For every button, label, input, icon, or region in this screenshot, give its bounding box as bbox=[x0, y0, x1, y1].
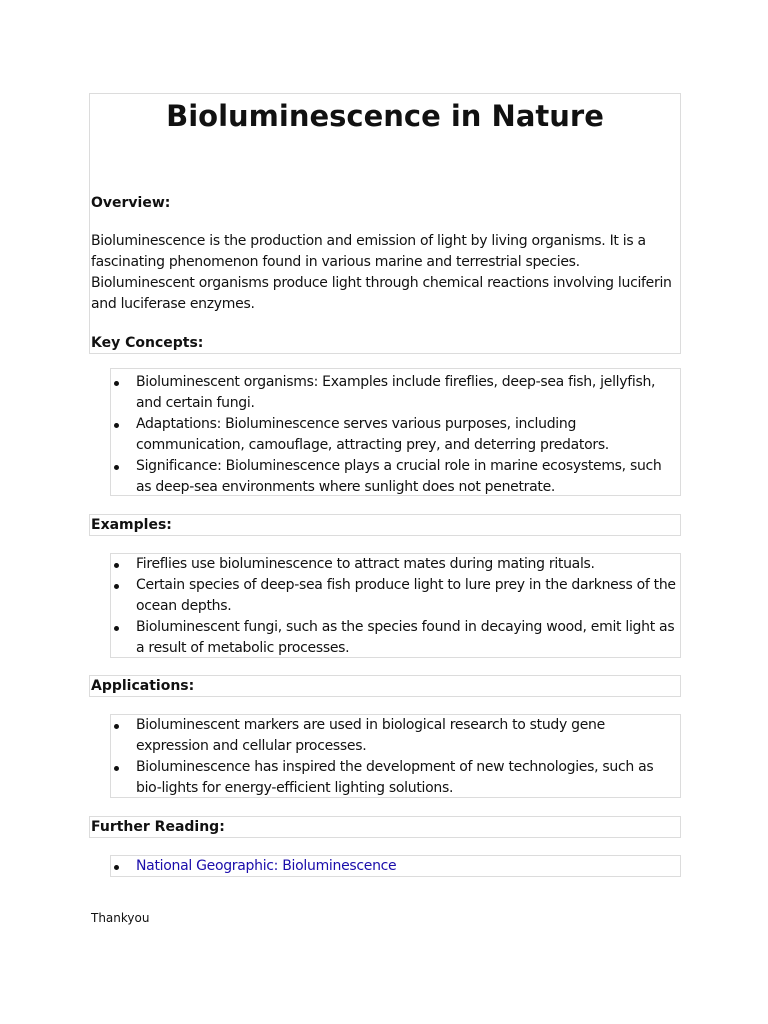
list-item bbox=[112, 617, 678, 659]
overview-heading: Overview: bbox=[91, 195, 171, 211]
key-concepts-heading: Key Concepts: bbox=[91, 335, 204, 351]
key-concepts-list bbox=[112, 372, 678, 498]
list-item bbox=[112, 414, 678, 456]
bullet-icon bbox=[114, 584, 119, 589]
closing-text: Thankyou bbox=[91, 911, 150, 925]
list-item-text: Certain species of deep-sea fish produce light to lure prey in the darkness of the ocean depths. bbox=[136, 577, 676, 614]
list-item bbox=[112, 554, 678, 575]
page-title: Bioluminescence in Nature bbox=[166, 99, 604, 133]
list-item bbox=[112, 575, 678, 617]
bullet-icon bbox=[114, 381, 119, 386]
applications-list bbox=[112, 715, 678, 799]
applications-heading: Applications: bbox=[91, 678, 195, 694]
list-item-text: Bioluminescent organisms: Examples include fireflies, deep-sea fish, jellyfish, and certain fungi. bbox=[136, 374, 656, 411]
bullet-icon bbox=[114, 563, 119, 568]
list-item bbox=[112, 456, 678, 498]
further-reading-heading: Further Reading: bbox=[91, 819, 225, 835]
list-item-text: Significance: Bioluminescence plays a crucial role in marine ecosystems, such as deep-sea environments where sunlight does not penetrate. bbox=[136, 458, 662, 495]
national-geographic-link[interactable]: National Geographic: Bioluminescence bbox=[136, 858, 397, 874]
list-item-text: Adaptations: Bioluminescence serves various purposes, including communication, camouflage, attracting prey, and deterring predators. bbox=[136, 416, 609, 453]
list-item bbox=[112, 372, 678, 414]
bullet-icon bbox=[114, 626, 119, 631]
list-item-text: Bioluminescent fungi, such as the species found in decaying wood, emit light as a result of metabolic processes. bbox=[136, 619, 675, 656]
bullet-icon bbox=[114, 465, 119, 470]
list-item-text: Bioluminescence has inspired the development of new technologies, such as bio-lights for energy-efficient lighting solutions. bbox=[136, 759, 654, 796]
list-item bbox=[112, 856, 678, 877]
list-item-text: Fireflies use bioluminescence to attract mates during mating rituals. bbox=[136, 556, 595, 572]
examples-list bbox=[112, 554, 678, 659]
overview-paragraph: Bioluminescence is the production and emission of light by living organisms. It is a fascinating phenomenon found in various marine and terrestrial species. Bioluminescent organisms produce light through chemical reactions involving luciferin and luciferase enzymes. bbox=[91, 233, 672, 312]
bullet-icon bbox=[114, 865, 119, 870]
list-item bbox=[112, 715, 678, 757]
further-reading-list bbox=[112, 856, 678, 877]
examples-heading: Examples: bbox=[91, 517, 172, 533]
list-item bbox=[112, 757, 678, 799]
examples-heading-box bbox=[89, 514, 681, 536]
list-item-text: Bioluminescent markers are used in biological research to study gene expression and cellular processes. bbox=[136, 717, 605, 754]
bullet-icon bbox=[114, 724, 119, 729]
bullet-icon bbox=[114, 423, 119, 428]
bullet-icon bbox=[114, 766, 119, 771]
